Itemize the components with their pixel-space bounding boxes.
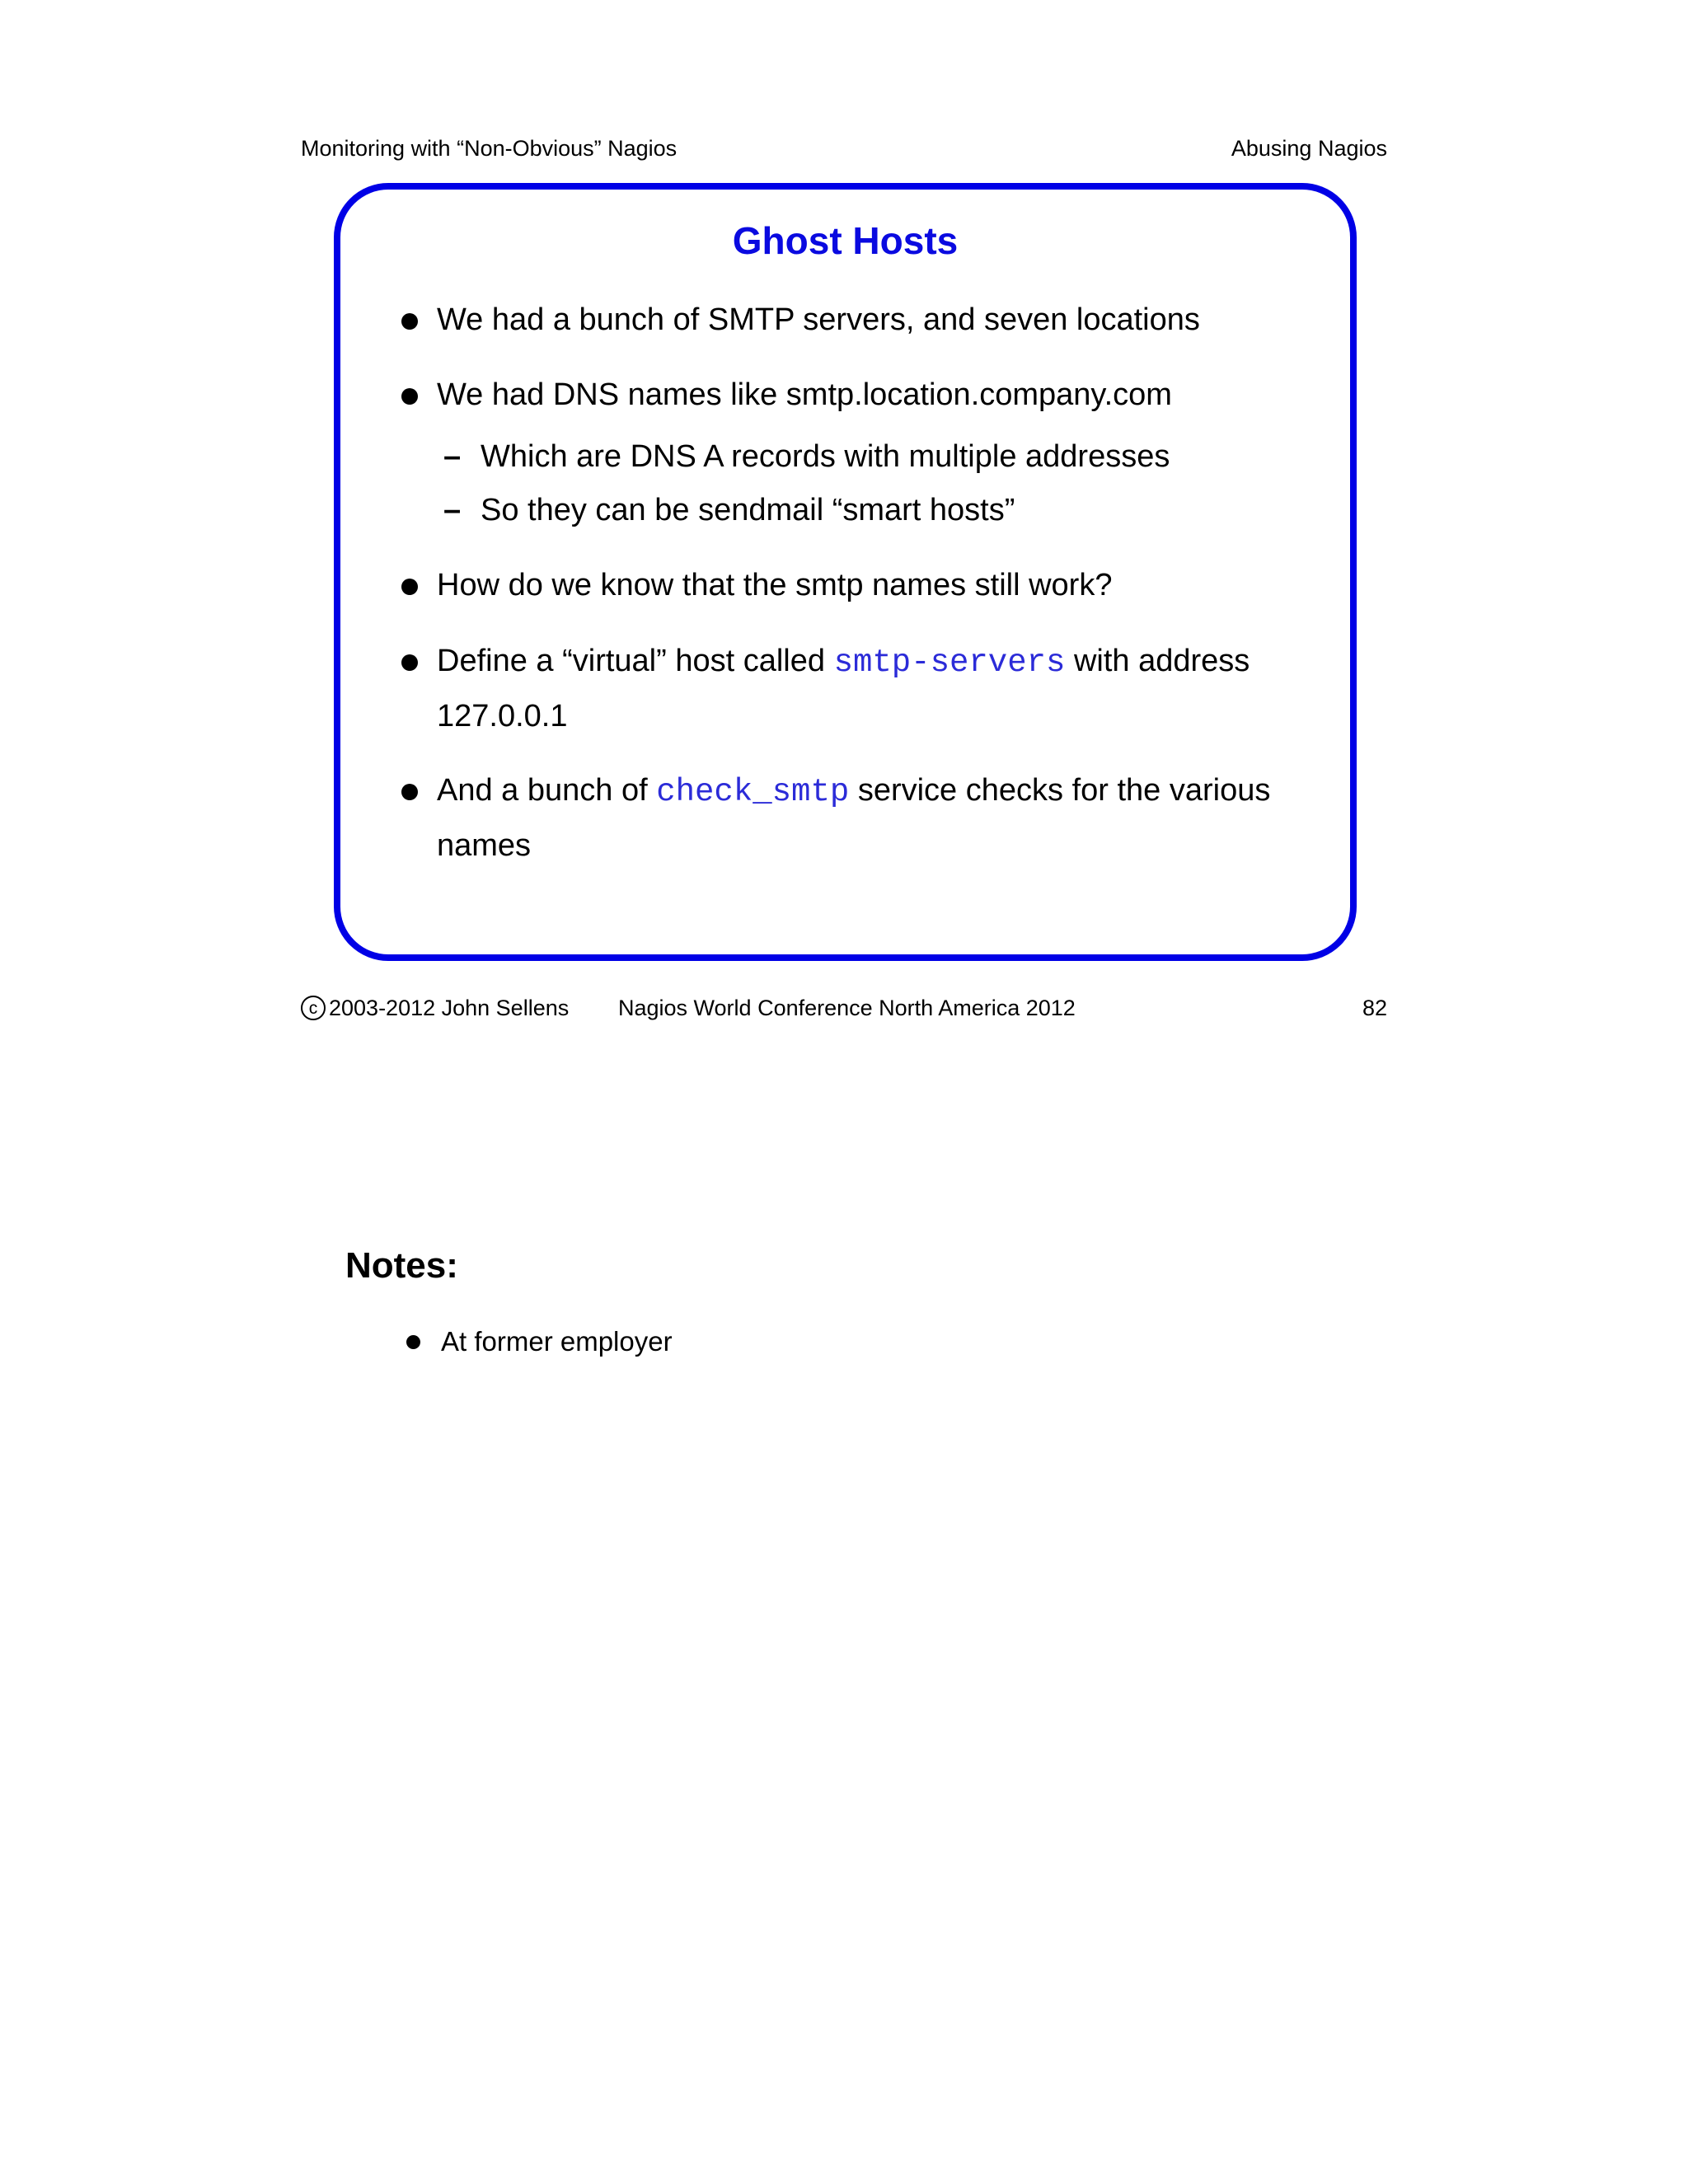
code-check-smtp: check_smtp [656, 774, 850, 810]
bullet-text-before: And a bunch of [437, 773, 657, 808]
note-item [441, 1325, 673, 1358]
dash-icon: – [443, 439, 462, 474]
copyright-text: 2003-2012 John Sellens [329, 996, 570, 1020]
sub-bullet-item [443, 484, 1015, 537]
code-smtp-servers: smtp-servers [833, 644, 1066, 681]
bullet-item [437, 635, 1286, 743]
bullet-dot-icon [401, 313, 418, 330]
slide-title: Ghost Hosts [732, 219, 959, 262]
sub-bullet-item [443, 430, 1170, 484]
sub-bullet-text: Which are DNS A records with multiple addresses [481, 439, 1170, 474]
bullet-text: How do we know that the smtp names still work? [437, 568, 1113, 602]
bullet-dot-icon [401, 784, 418, 800]
dash-icon: – [443, 493, 462, 527]
sub-bullet-text: So they can be sendmail “smart hosts” [481, 493, 1015, 527]
bullet-text: We had a bunch of SMTP servers, and seven locations [437, 302, 1200, 337]
bullet-item [437, 764, 1286, 873]
bullet-dot-icon [401, 654, 418, 671]
bullet-text: We had DNS names like smtp.location.company.com [437, 377, 1172, 412]
running-header-left: Monitoring with “Non-Obvious” Nagios [301, 136, 678, 161]
bullet-text-after: service checks for the various names [437, 773, 1271, 863]
page-number: 82 [1362, 996, 1387, 1020]
bullet-item [437, 559, 1286, 612]
bullet-dot-icon [401, 388, 418, 405]
note-text: At former employer [441, 1326, 673, 1357]
notes-title: Notes: [345, 1245, 458, 1286]
bullet-text-after: with address 127.0.0.1 [437, 644, 1250, 733]
bullet-dot-icon [406, 1335, 420, 1349]
bullet-item [437, 368, 1286, 422]
running-header-right: Abusing Nagios [1231, 136, 1387, 161]
footer-conference: Nagios World Conference North America 2012 [618, 996, 1076, 1020]
slide-frame [334, 183, 1357, 961]
footer-copyright [301, 994, 569, 1022]
bullet-text-before: Define a “virtual” host called [437, 644, 834, 678]
bullet-item [437, 293, 1286, 347]
copyright-icon: c [301, 996, 326, 1020]
bullet-dot-icon [401, 579, 418, 595]
